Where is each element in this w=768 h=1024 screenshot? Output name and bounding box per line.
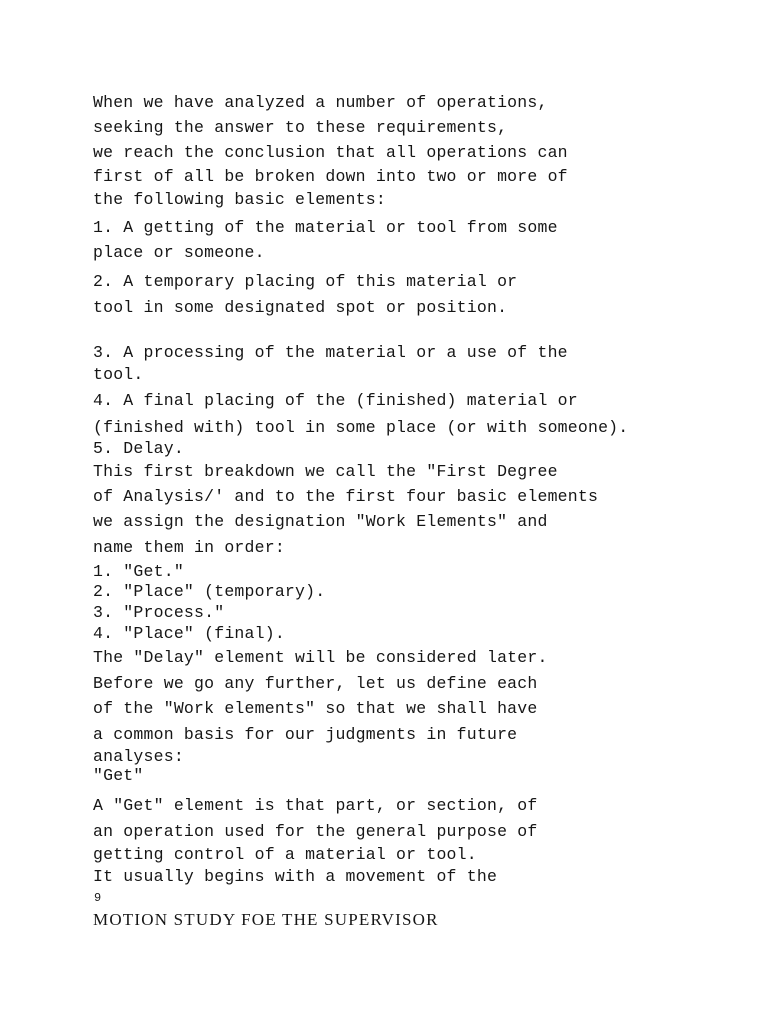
body-text-line: 4. "Place" (final). bbox=[93, 624, 285, 643]
body-text-line: of the "Work elements" so that we shall have bbox=[93, 699, 538, 718]
body-text-line: tool in some designated spot or position. bbox=[93, 298, 508, 317]
body-text-line: 3. "Process." bbox=[93, 603, 225, 622]
body-text-line: a common basis for our judgments in future bbox=[93, 725, 518, 744]
body-text-line: 3. A processing of the material or a use of the bbox=[93, 343, 568, 362]
body-text-line: place or someone. bbox=[93, 243, 265, 262]
body-text-line: seeking the answer to these requirements, bbox=[93, 118, 508, 137]
page-number: 9 bbox=[94, 891, 102, 905]
body-text-line: It usually begins with a movement of the bbox=[93, 867, 498, 886]
body-text-line: first of all be broken down into two or more of bbox=[93, 167, 568, 186]
body-text-line: getting control of a material or tool. bbox=[93, 845, 477, 864]
body-text-line: analyses: bbox=[93, 747, 184, 766]
body-text-line: we assign the designation "Work Elements" and bbox=[93, 512, 548, 531]
body-text-line: 5. Delay. bbox=[93, 439, 184, 458]
body-text-line: 2. A temporary placing of this material or bbox=[93, 272, 518, 291]
body-text-line: The "Delay" element will be considered later. bbox=[93, 648, 548, 667]
body-text-line: we reach the conclusion that all operations can bbox=[93, 143, 568, 162]
body-text-line: A "Get" element is that part, or section, of bbox=[93, 796, 538, 815]
body-text-line: "Get" bbox=[93, 766, 144, 785]
body-text-line: When we have analyzed a number of operations, bbox=[93, 93, 548, 112]
body-text-line: Before we go any further, let us define each bbox=[93, 674, 538, 693]
body-text-line: 1. "Get." bbox=[93, 562, 184, 581]
body-text-line: the following basic elements: bbox=[93, 190, 386, 209]
body-text-line: This first breakdown we call the "First Degree bbox=[93, 462, 558, 481]
body-text-line: 4. A final placing of the (finished) material or bbox=[93, 391, 578, 410]
body-text-line: tool. bbox=[93, 365, 144, 384]
body-text-line: (finished with) tool in some place (or with someone). bbox=[93, 418, 629, 437]
body-text-line: of Analysis/' and to the first four basic elements bbox=[93, 487, 599, 506]
body-text-line: 1. A getting of the material or tool from some bbox=[93, 218, 558, 237]
body-text-line: name them in order: bbox=[93, 538, 285, 557]
body-text-line: an operation used for the general purpose of bbox=[93, 822, 538, 841]
running-footer: MOTION STUDY FOE THE SUPERVISOR bbox=[93, 910, 439, 929]
body-text-line: 2. "Place" (temporary). bbox=[93, 582, 326, 601]
